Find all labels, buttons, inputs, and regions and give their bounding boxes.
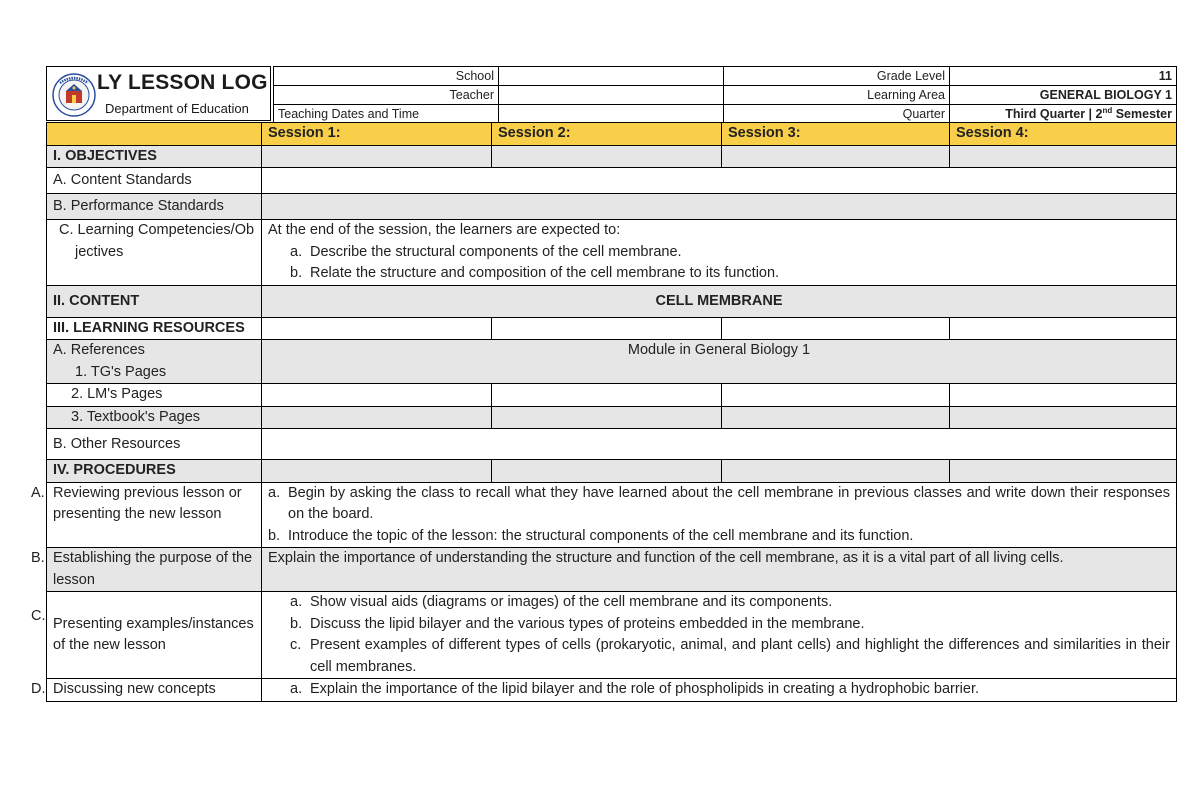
cell[interactable]: [722, 406, 950, 429]
cell[interactable]: [492, 317, 722, 340]
cell[interactable]: [262, 460, 492, 483]
procedure-a-letter: A.: [31, 484, 45, 501]
teaching-dates-label: Teaching Dates and Time: [274, 105, 499, 124]
sessions-row: [47, 123, 1177, 146]
school-label: School: [274, 67, 499, 86]
learning-area-label: Learning Area: [724, 86, 950, 105]
logo-title-box: [46, 66, 271, 121]
procedure-b-letter: B.: [31, 550, 45, 566]
procedure-a-content: [262, 482, 1177, 548]
cell[interactable]: [492, 384, 722, 407]
procedure-d-letter: D.: [31, 681, 46, 697]
procedure-d-content: [262, 679, 1177, 702]
resources-heading: III. LEARNING RESOURCES: [47, 317, 262, 340]
procedures-heading: IV. PROCEDURES: [47, 460, 262, 483]
procedure-a-label-cell: [31, 482, 262, 548]
procedure-row-a: [47, 482, 1177, 548]
procedure-b-content: Explain the importance of understanding the structure and function of the cell membrane, as it is a vital part of all living cells.: [262, 548, 1177, 592]
teacher-field[interactable]: [499, 86, 724, 105]
procedure-c-label: Presenting examples/instances of the new lesson: [53, 615, 254, 653]
content-standards-row: [47, 168, 1177, 194]
references-cell: [47, 340, 262, 384]
procedure-row-d: [47, 679, 1177, 702]
tg-pages-label: 1. TG's Pages: [75, 363, 167, 380]
school-field[interactable]: [499, 67, 724, 86]
performance-standards-row: [47, 194, 1177, 220]
quarter-value: Third Quarter | 2nd Semester: [950, 105, 1177, 124]
list-item: a. Begin by asking the class to recall what they have learned about the cell membrane in previous classes and write down their responses on the board.: [268, 484, 1170, 522]
cell[interactable]: [262, 384, 492, 407]
lm-pages-row: [47, 384, 1177, 407]
other-resources-row: [47, 429, 1177, 460]
procedure-row-c: [47, 592, 1177, 679]
competencies-cell: [262, 220, 1177, 286]
content-row: [47, 285, 1177, 317]
cell[interactable]: [950, 406, 1177, 429]
procedure-d-label-cell: [31, 679, 262, 702]
cell[interactable]: [722, 384, 950, 407]
cell[interactable]: [722, 145, 950, 168]
cell[interactable]: [722, 460, 950, 483]
competencies-row: [47, 220, 1177, 286]
cell[interactable]: [262, 317, 492, 340]
competencies-list: [268, 242, 1170, 285]
list-item: a. Explain the importance of the lipid bilayer and the role of phospholipids in creating a hydrophobic barrier.: [290, 681, 980, 697]
textbook-pages-row: [47, 406, 1177, 429]
deped-seal-icon: [52, 73, 96, 117]
objectives-heading-row: [47, 145, 1177, 168]
other-resources-label: B. Other Resources: [47, 429, 262, 460]
header-info-table: [273, 66, 1177, 124]
cell[interactable]: [950, 384, 1177, 407]
procedures-heading-row: [47, 460, 1177, 483]
cell[interactable]: [492, 406, 722, 429]
learning-area-value: GENERAL BIOLOGY 1: [950, 86, 1177, 105]
cell[interactable]: [262, 145, 492, 168]
cell[interactable]: [722, 317, 950, 340]
references-value: Module in General Biology 1: [262, 340, 1177, 384]
procedure-row-b: [47, 548, 1177, 592]
cell[interactable]: [492, 460, 722, 483]
textbook-pages-label: 3. Textbook's Pages: [47, 406, 262, 429]
references-label: A. References: [53, 342, 145, 358]
cell[interactable]: [492, 145, 722, 168]
content-standards-label: A. Content Standards: [47, 168, 262, 194]
list-item: a. Show visual aids (diagrams or images) of the cell membrane and its components.: [290, 594, 833, 610]
sessions-blank-cell: [47, 123, 262, 146]
session-4-header: Session 4:: [950, 123, 1177, 146]
resources-heading-row: [47, 317, 1177, 340]
quarter-label: Quarter: [724, 105, 950, 124]
grade-level-label: Grade Level: [724, 67, 950, 86]
content-standards-cell[interactable]: [262, 168, 1177, 194]
session-3-header: Session 3:: [722, 123, 950, 146]
procedure-c-content: [262, 592, 1177, 679]
competencies-label: C. Learning Competencies/Objectives: [47, 220, 262, 286]
list-item: c. Present examples of different types of cells (prokaryotic, animal, and plant cells) and highlight the differences and similarities in their cell membranes.: [290, 637, 1170, 675]
cell[interactable]: [950, 317, 1177, 340]
performance-standards-label: B. Performance Standards: [47, 194, 262, 220]
session-1-header: Session 1:: [262, 123, 492, 146]
competencies-intro: At the end of the session, the learners are expected to:: [268, 222, 621, 238]
content-value: CELL MEMBRANE: [262, 285, 1177, 317]
performance-standards-cell[interactable]: [262, 194, 1177, 220]
grade-level-value: 11: [950, 67, 1177, 86]
procedure-a-label: Reviewing previous lesson or presenting the new lesson: [53, 484, 242, 522]
lm-pages-label: 2. LM's Pages: [47, 384, 262, 407]
procedure-b-label: Establishing the purpose of the lesson: [53, 550, 253, 588]
lesson-log-table: [31, 122, 1177, 702]
department-name: Department of Education: [105, 101, 249, 116]
cell[interactable]: [950, 145, 1177, 168]
content-heading: II. CONTENT: [47, 285, 262, 317]
objectives-heading: I. OBJECTIVES: [47, 145, 262, 168]
procedure-c-letter: C.: [31, 608, 46, 624]
list-item: b. Relate the structure and composition of the cell membrane to its function.: [290, 265, 780, 281]
list-item: b. Discuss the lipid bilayer and the various types of proteins embedded in the membrane.: [290, 615, 865, 632]
procedure-c-label-cell: [31, 592, 262, 679]
cell[interactable]: [262, 406, 492, 429]
references-row: [47, 340, 1177, 384]
lesson-log-title: LY LESSON LOG: [97, 71, 268, 94]
procedure-d-label: Discussing new concepts: [53, 681, 216, 697]
teacher-label: Teacher: [274, 86, 499, 105]
session-2-header: Session 2:: [492, 123, 722, 146]
teaching-dates-field[interactable]: [499, 105, 724, 124]
procedure-b-label-cell: [31, 548, 262, 592]
list-item: b. Introduce the topic of the lesson: the structural components of the cell membrane and its function.: [268, 527, 914, 544]
list-item: a. Describe the structural components of the cell membrane.: [290, 243, 682, 260]
cell[interactable]: [950, 460, 1177, 483]
other-resources-cell[interactable]: [262, 429, 1177, 460]
